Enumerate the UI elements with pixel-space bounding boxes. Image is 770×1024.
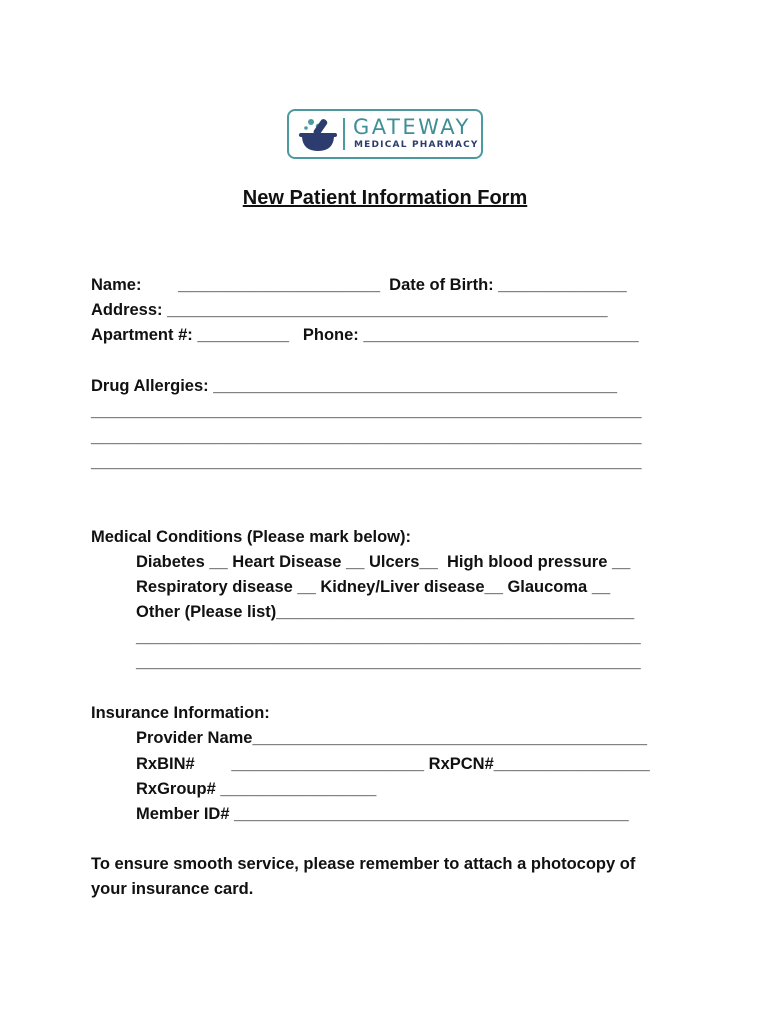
conditions-row-2[interactable]: Respiratory disease __ Kidney/Liver disease__ Glaucoma __ [136,578,611,596]
allergies-line[interactable]: ____________________________________________________________ [91,428,642,446]
mortar-pestle-icon [297,115,339,155]
other-conditions-line[interactable]: _______________________________________________________ [136,653,641,671]
member-id-field[interactable]: Member ID# ___________________________________________ [136,805,629,823]
insurance-note: To ensure smooth service, please remember to attach a photocopy of [91,855,636,873]
logo-subtitle: MEDICAL PHARMACY [354,140,479,150]
pharmacy-logo [287,109,483,159]
address-field[interactable]: Address: ________________________________________________ [91,301,608,319]
rxbin-rxpcn-field[interactable]: RxBIN# _____________________ RxPCN#_________________ [136,755,650,773]
form-title: New Patient Information Form [242,187,528,209]
allergies-line[interactable]: ____________________________________________________________ [91,453,642,471]
medical-conditions-heading: Medical Conditions (Please mark below): [91,528,411,546]
logo-brand: GATEWAY [353,115,471,139]
logo-divider [343,118,345,150]
other-conditions-field[interactable]: Other (Please list)_______________________________________ [136,603,635,621]
provider-name-field[interactable]: Provider Name___________________________________________ [136,729,648,747]
rxgroup-field[interactable]: RxGroup# _________________ [136,780,377,798]
insurance-note: your insurance card. [91,880,254,898]
insurance-heading: Insurance Information: [91,704,270,722]
allergies-line[interactable]: ____________________________________________________________ [91,402,642,420]
apartment-phone-field[interactable]: Apartment #: __________ Phone: ______________________________ [91,326,639,344]
drug-allergies-field[interactable]: Drug Allergies: ____________________________________________ [91,377,618,395]
other-conditions-line[interactable]: _______________________________________________________ [136,628,641,646]
name-dob-field[interactable]: Name: ______________________ Date of Birth: ______________ [91,276,627,294]
conditions-row-1[interactable]: Diabetes __ Heart Disease __ Ulcers__ High blood pressure __ [136,553,631,571]
